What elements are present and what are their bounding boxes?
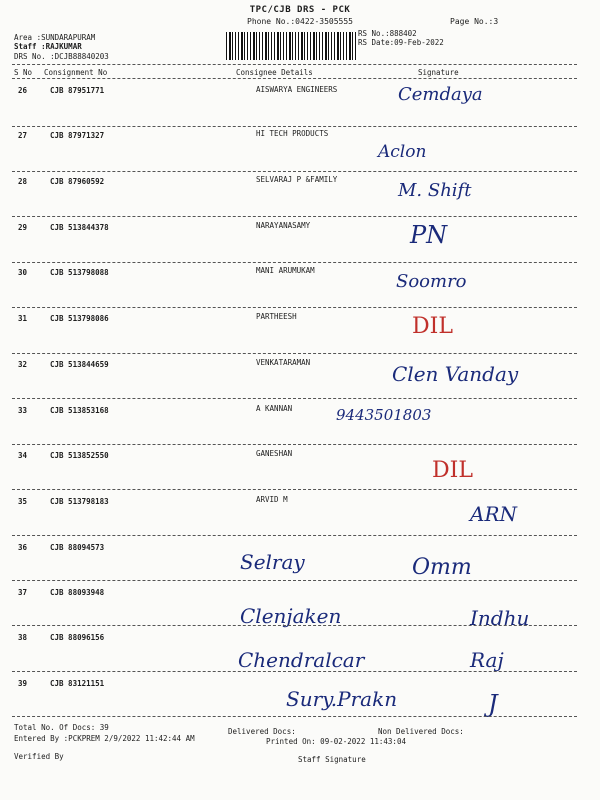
total-docs: Total No. Of Docs: 39 — [14, 723, 109, 732]
row-sno: 38 — [18, 633, 28, 642]
row-divider — [12, 126, 577, 127]
row-signature: Aclon — [378, 142, 427, 162]
row-consignee: AISWARYA ENGINEERS — [256, 85, 338, 94]
verified-by: Verified By — [14, 752, 64, 761]
row-divider — [12, 535, 577, 536]
row-consignment: CJB 88094573 — [50, 543, 105, 552]
row-divider — [12, 716, 577, 717]
row-consignment: CJB 513798086 — [50, 314, 109, 323]
rs-number: RS No.:888402 — [358, 29, 417, 38]
area-label: Area :SUNDARAPURAM — [14, 33, 96, 42]
row-consignment: CJB 513798088 — [50, 268, 109, 277]
staff-label: Staff :RAJKUMAR — [14, 42, 82, 51]
row-consignee: ARVID M — [256, 495, 288, 504]
row-consignee: GANESHAN — [256, 449, 293, 458]
row-consignee: NARAYANASAMY — [256, 221, 311, 230]
col-consignee: Consignee Details — [236, 68, 313, 77]
row-consignee: HI TECH PRODUCTS — [256, 129, 329, 138]
header-divider — [12, 64, 577, 65]
phone-number: Phone No.:0422-3505555 — [247, 17, 353, 26]
printed-on: Printed On: 09-02-2022 11:43:04 — [266, 737, 406, 746]
row-divider — [12, 444, 577, 445]
col-consignment: Consignment No — [44, 68, 108, 77]
row-consignment: CJB 513852550 — [50, 451, 109, 460]
row-sno: 33 — [18, 406, 28, 415]
row-sno: 32 — [18, 360, 28, 369]
row-consignee: Sury.Prakn — [286, 687, 398, 711]
row-signature: PN — [410, 221, 448, 249]
row-consignee: Selray — [240, 550, 305, 574]
row-sno: 31 — [18, 314, 28, 323]
row-consignment: CJB 87971327 — [50, 131, 105, 140]
row-consignee: Chendralcar — [238, 648, 365, 672]
row-signature: DIL — [432, 458, 473, 483]
row-sno: 30 — [18, 268, 28, 277]
row-divider — [12, 171, 577, 172]
row-signature: Clen Vanday — [392, 362, 519, 386]
row-consignee: SELVARAJ P &FAMILY — [256, 175, 338, 184]
row-consignee: VENKATARAMAN — [256, 358, 311, 367]
row-divider — [12, 671, 577, 672]
row-signature: M. Shift — [398, 180, 472, 201]
row-divider — [12, 489, 577, 490]
row-divider — [12, 216, 577, 217]
row-consignment: CJB 513844659 — [50, 360, 109, 369]
delivered-docs: Delivered Docs: — [228, 727, 296, 736]
row-consignment: CJB 87951771 — [50, 86, 105, 95]
row-sno: 37 — [18, 588, 28, 597]
row-divider — [12, 625, 577, 626]
entered-by: Entered By :PCKPREM 2/9/2022 11:42:44 AM — [14, 734, 195, 743]
row-consignment: CJB 87960592 — [50, 177, 105, 186]
row-consignee: MANI ARUMUKAM — [256, 266, 315, 275]
row-signature: Omm — [412, 555, 472, 580]
barcode-image — [226, 32, 358, 60]
row-sno: 35 — [18, 497, 28, 506]
col-signature: Signature — [418, 68, 459, 77]
row-signature: ARN — [470, 502, 518, 526]
row-consignment: CJB 513844378 — [50, 223, 109, 232]
row-consignment: CJB 513853168 — [50, 406, 109, 415]
row-divider — [12, 353, 577, 354]
row-sno: 34 — [18, 451, 28, 460]
row-sno: 27 — [18, 131, 28, 140]
row-signature: 9443501803 — [336, 406, 432, 424]
row-sno: 39 — [18, 679, 28, 688]
row-signature: DIL — [412, 314, 453, 339]
row-consignee: A KANNAN — [256, 404, 293, 413]
row-sno: 36 — [18, 543, 28, 552]
row-consignment: CJB 88093948 — [50, 588, 105, 597]
col-sno: S No — [14, 68, 33, 77]
row-sno: 26 — [18, 86, 28, 95]
row-consignment: CJB 83121151 — [50, 679, 105, 688]
rs-date: RS Date:09-Feb-2022 — [358, 38, 444, 47]
row-sno: 28 — [18, 177, 28, 186]
row-divider — [12, 307, 577, 308]
non-delivered-docs: Non Delivered Docs: — [378, 727, 464, 736]
row-consignment: CJB 88096156 — [50, 633, 105, 642]
column-header-divider — [12, 78, 577, 79]
page-number: Page No.:3 — [450, 17, 499, 26]
row-signature: J — [488, 690, 498, 718]
row-divider — [12, 262, 577, 263]
row-signature: Raj — [470, 648, 504, 672]
row-consignment: CJB 513798183 — [50, 497, 109, 506]
staff-signature: Staff Signature — [298, 755, 366, 764]
row-sno: 29 — [18, 223, 28, 232]
row-signature: Indhu — [470, 606, 530, 630]
row-consignee: PARTHEESH — [256, 312, 297, 321]
row-divider — [12, 580, 577, 581]
row-divider — [12, 398, 577, 399]
drs-number: DRS No. :DCJB88840203 — [14, 52, 109, 61]
row-signature: Soomro — [396, 271, 467, 292]
row-consignee: Clenjaken — [240, 604, 342, 628]
row-signature: Cemdaya — [398, 84, 483, 105]
document-title: TPC/CJB DRS - PCK — [249, 5, 351, 15]
